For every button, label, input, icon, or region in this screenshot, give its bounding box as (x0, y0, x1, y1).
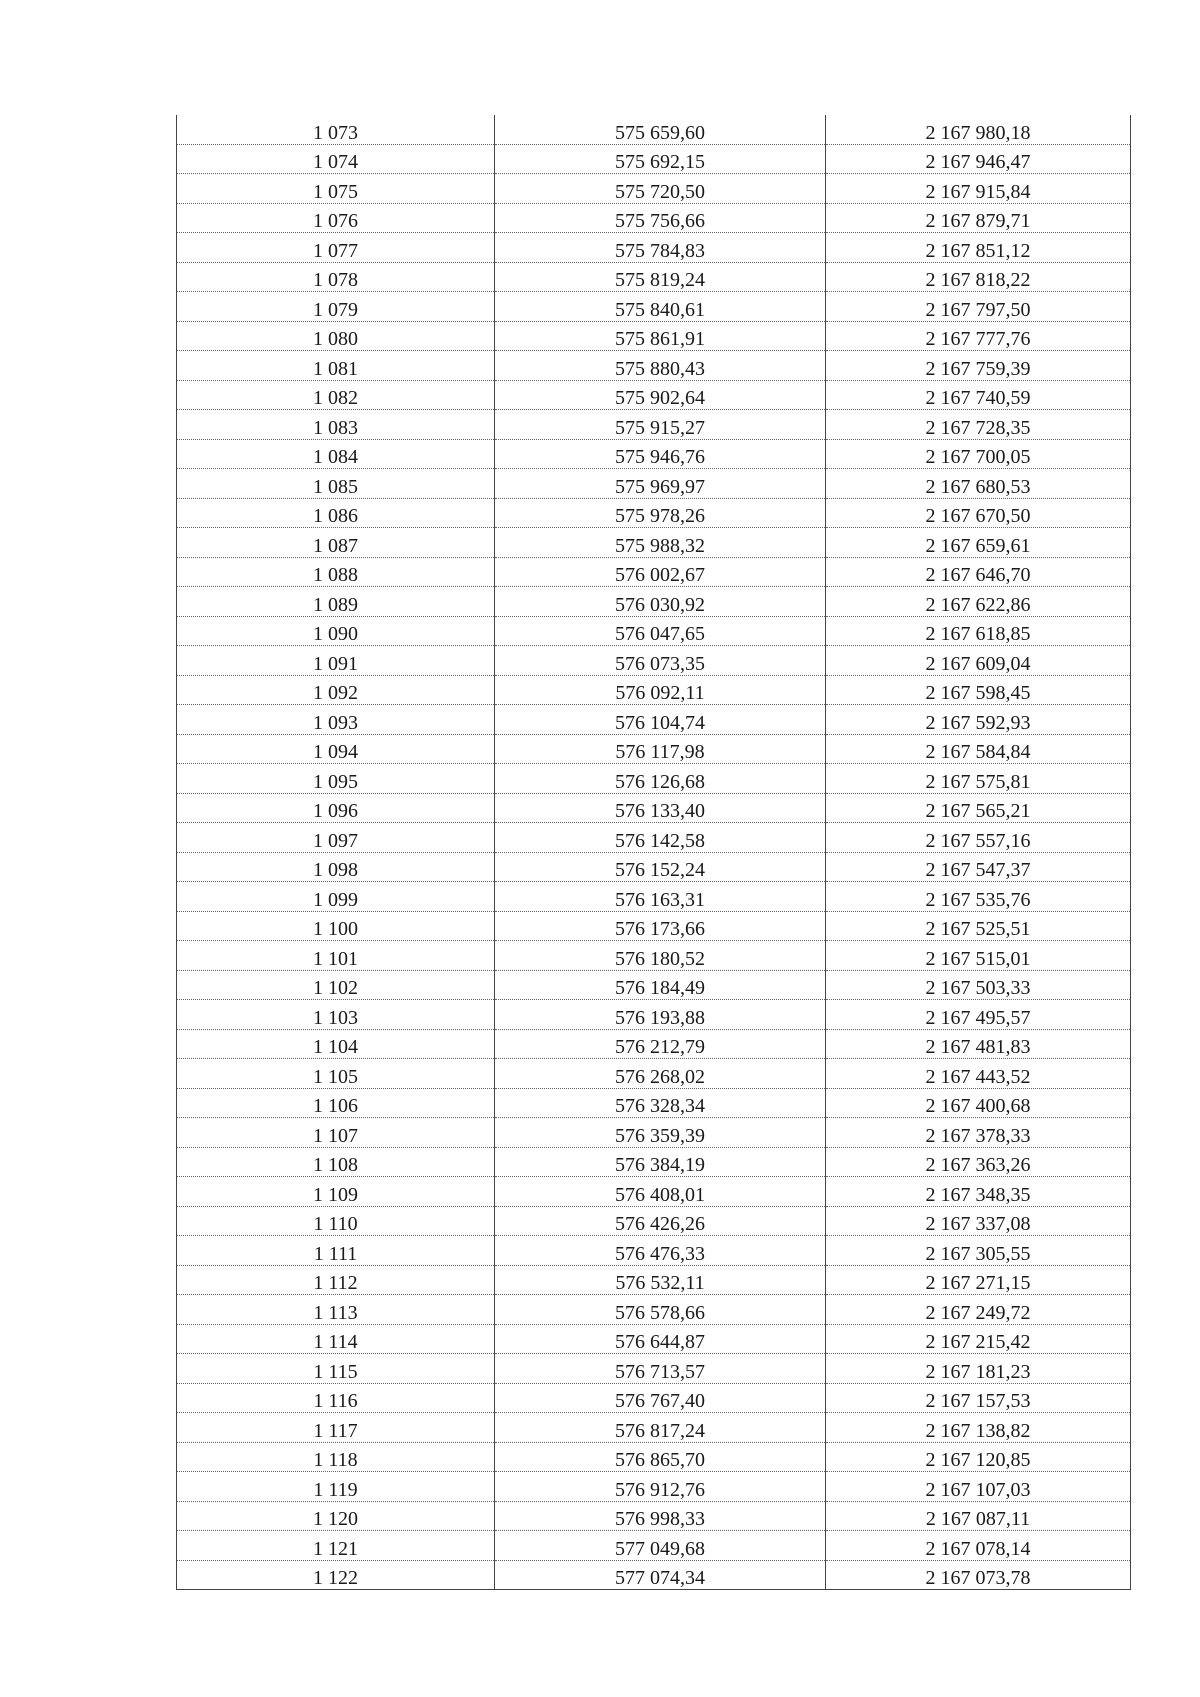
point-number-cell: 1 081 (177, 351, 495, 381)
x-coordinate-cell: 576 912,76 (495, 1472, 826, 1502)
point-number-cell: 1 121 (177, 1531, 495, 1561)
table-row (177, 174, 1131, 204)
x-coordinate-cell: 575 692,15 (495, 144, 826, 174)
table-row (177, 1000, 1131, 1030)
x-coordinate-cell: 576 998,33 (495, 1501, 826, 1531)
y-coordinate-cell: 2 167 249,72 (826, 1295, 1131, 1325)
point-number-cell: 1 099 (177, 882, 495, 912)
x-coordinate-cell: 576 476,33 (495, 1236, 826, 1266)
point-number-cell: 1 086 (177, 498, 495, 528)
table-row (177, 1177, 1131, 1207)
table-row (177, 734, 1131, 764)
point-number-cell: 1 079 (177, 292, 495, 322)
table-row (177, 1442, 1131, 1472)
y-coordinate-cell: 2 167 215,42 (826, 1324, 1131, 1354)
table-row (177, 941, 1131, 971)
point-number-cell: 1 105 (177, 1059, 495, 1089)
table-row (177, 764, 1131, 794)
y-coordinate-cell: 2 167 087,11 (826, 1501, 1131, 1531)
table-row (177, 233, 1131, 263)
x-coordinate-cell: 576 163,31 (495, 882, 826, 912)
y-coordinate-cell: 2 167 120,85 (826, 1442, 1131, 1472)
y-coordinate-cell: 2 167 515,01 (826, 941, 1131, 971)
x-coordinate-cell: 576 002,67 (495, 557, 826, 587)
x-coordinate-cell: 576 117,98 (495, 734, 826, 764)
point-number-cell: 1 122 (177, 1560, 495, 1590)
x-coordinate-cell: 576 030,92 (495, 587, 826, 617)
y-coordinate-cell: 2 167 443,52 (826, 1059, 1131, 1089)
y-coordinate-cell: 2 167 138,82 (826, 1413, 1131, 1443)
x-coordinate-cell: 576 408,01 (495, 1177, 826, 1207)
y-coordinate-cell: 2 167 348,35 (826, 1177, 1131, 1207)
y-coordinate-cell: 2 167 575,81 (826, 764, 1131, 794)
y-coordinate-cell: 2 167 915,84 (826, 174, 1131, 204)
table-row (177, 439, 1131, 469)
point-number-cell: 1 074 (177, 144, 495, 174)
x-coordinate-cell: 577 049,68 (495, 1531, 826, 1561)
x-coordinate-cell: 576 152,24 (495, 852, 826, 882)
y-coordinate-cell: 2 167 740,59 (826, 380, 1131, 410)
x-coordinate-cell: 577 074,34 (495, 1560, 826, 1590)
point-number-cell: 1 112 (177, 1265, 495, 1295)
table-row (177, 911, 1131, 941)
y-coordinate-cell: 2 167 157,53 (826, 1383, 1131, 1413)
point-number-cell: 1 077 (177, 233, 495, 263)
y-coordinate-cell: 2 167 680,53 (826, 469, 1131, 499)
table-row (177, 1059, 1131, 1089)
point-number-cell: 1 082 (177, 380, 495, 410)
y-coordinate-cell: 2 167 670,50 (826, 498, 1131, 528)
point-number-cell: 1 119 (177, 1472, 495, 1502)
point-number-cell: 1 101 (177, 941, 495, 971)
y-coordinate-cell: 2 167 879,71 (826, 203, 1131, 233)
table-row (177, 1088, 1131, 1118)
table-row (177, 1029, 1131, 1059)
y-coordinate-cell: 2 167 618,85 (826, 616, 1131, 646)
y-coordinate-cell: 2 167 400,68 (826, 1088, 1131, 1118)
x-coordinate-cell: 575 988,32 (495, 528, 826, 558)
table-row (177, 646, 1131, 676)
x-coordinate-cell: 575 969,97 (495, 469, 826, 499)
point-number-cell: 1 080 (177, 321, 495, 351)
point-number-cell: 1 095 (177, 764, 495, 794)
x-coordinate-cell: 576 426,26 (495, 1206, 826, 1236)
x-coordinate-cell: 576 268,02 (495, 1059, 826, 1089)
y-coordinate-cell: 2 167 584,84 (826, 734, 1131, 764)
table-row (177, 144, 1131, 174)
table-row (177, 1501, 1131, 1531)
y-coordinate-cell: 2 167 107,03 (826, 1472, 1131, 1502)
table-row (177, 262, 1131, 292)
x-coordinate-cell: 575 819,24 (495, 262, 826, 292)
x-coordinate-cell: 575 861,91 (495, 321, 826, 351)
x-coordinate-cell: 575 880,43 (495, 351, 826, 381)
x-coordinate-cell: 576 865,70 (495, 1442, 826, 1472)
point-number-cell: 1 117 (177, 1413, 495, 1443)
x-coordinate-cell: 576 713,57 (495, 1354, 826, 1384)
point-number-cell: 1 102 (177, 970, 495, 1000)
y-coordinate-cell: 2 167 305,55 (826, 1236, 1131, 1266)
table-row (177, 1295, 1131, 1325)
y-coordinate-cell: 2 167 851,12 (826, 233, 1131, 263)
table-row (177, 410, 1131, 440)
x-coordinate-cell: 576 126,68 (495, 764, 826, 794)
point-number-cell: 1 109 (177, 1177, 495, 1207)
table-row (177, 1560, 1131, 1590)
table-row (177, 1324, 1131, 1354)
y-coordinate-cell: 2 167 078,14 (826, 1531, 1131, 1561)
x-coordinate-cell: 575 946,76 (495, 439, 826, 469)
table-row (177, 587, 1131, 617)
x-coordinate-cell: 576 047,65 (495, 616, 826, 646)
x-coordinate-cell: 576 384,19 (495, 1147, 826, 1177)
y-coordinate-cell: 2 167 495,57 (826, 1000, 1131, 1030)
x-coordinate-cell: 575 902,64 (495, 380, 826, 410)
y-coordinate-cell: 2 167 797,50 (826, 292, 1131, 322)
table-row (177, 351, 1131, 381)
point-number-cell: 1 104 (177, 1029, 495, 1059)
point-number-cell: 1 076 (177, 203, 495, 233)
y-coordinate-cell: 2 167 481,83 (826, 1029, 1131, 1059)
table-row (177, 380, 1131, 410)
point-number-cell: 1 113 (177, 1295, 495, 1325)
x-coordinate-cell: 575 840,61 (495, 292, 826, 322)
table-row (177, 292, 1131, 322)
point-number-cell: 1 073 (177, 115, 495, 144)
point-number-cell: 1 085 (177, 469, 495, 499)
point-number-cell: 1 088 (177, 557, 495, 587)
y-coordinate-cell: 2 167 818,22 (826, 262, 1131, 292)
y-coordinate-cell: 2 167 073,78 (826, 1560, 1131, 1590)
point-number-cell: 1 096 (177, 793, 495, 823)
table-row (177, 1147, 1131, 1177)
coordinates-table (176, 115, 1131, 1590)
table-row (177, 1118, 1131, 1148)
table-row (177, 705, 1131, 735)
y-coordinate-cell: 2 167 980,18 (826, 115, 1131, 144)
table-row (177, 1206, 1131, 1236)
point-number-cell: 1 108 (177, 1147, 495, 1177)
point-number-cell: 1 094 (177, 734, 495, 764)
y-coordinate-cell: 2 167 759,39 (826, 351, 1131, 381)
y-coordinate-cell: 2 167 598,45 (826, 675, 1131, 705)
x-coordinate-cell: 576 173,66 (495, 911, 826, 941)
point-number-cell: 1 107 (177, 1118, 495, 1148)
x-coordinate-cell: 576 092,11 (495, 675, 826, 705)
table-row (177, 498, 1131, 528)
point-number-cell: 1 106 (177, 1088, 495, 1118)
point-number-cell: 1 075 (177, 174, 495, 204)
point-number-cell: 1 092 (177, 675, 495, 705)
table-row (177, 203, 1131, 233)
point-number-cell: 1 098 (177, 852, 495, 882)
x-coordinate-cell: 575 659,60 (495, 115, 826, 144)
table-row (177, 321, 1131, 351)
point-number-cell: 1 118 (177, 1442, 495, 1472)
table-row (177, 882, 1131, 912)
x-coordinate-cell: 575 784,83 (495, 233, 826, 263)
table-row (177, 1383, 1131, 1413)
point-number-cell: 1 087 (177, 528, 495, 558)
point-number-cell: 1 091 (177, 646, 495, 676)
table-row (177, 528, 1131, 558)
y-coordinate-cell: 2 167 363,26 (826, 1147, 1131, 1177)
y-coordinate-cell: 2 167 557,16 (826, 823, 1131, 853)
x-coordinate-cell: 576 193,88 (495, 1000, 826, 1030)
table-row (177, 675, 1131, 705)
y-coordinate-cell: 2 167 592,93 (826, 705, 1131, 735)
x-coordinate-cell: 576 359,39 (495, 1118, 826, 1148)
table-row (177, 557, 1131, 587)
table-row (177, 1354, 1131, 1384)
point-number-cell: 1 097 (177, 823, 495, 853)
y-coordinate-cell: 2 167 646,70 (826, 557, 1131, 587)
x-coordinate-cell: 576 142,58 (495, 823, 826, 853)
y-coordinate-cell: 2 167 535,76 (826, 882, 1131, 912)
table-row (177, 852, 1131, 882)
table-row (177, 823, 1131, 853)
y-coordinate-cell: 2 167 946,47 (826, 144, 1131, 174)
x-coordinate-cell: 576 180,52 (495, 941, 826, 971)
point-number-cell: 1 100 (177, 911, 495, 941)
table-row (177, 1531, 1131, 1561)
point-number-cell: 1 103 (177, 1000, 495, 1030)
point-number-cell: 1 093 (177, 705, 495, 735)
point-number-cell: 1 089 (177, 587, 495, 617)
x-coordinate-cell: 576 578,66 (495, 1295, 826, 1325)
y-coordinate-cell: 2 167 181,23 (826, 1354, 1131, 1384)
y-coordinate-cell: 2 167 503,33 (826, 970, 1131, 1000)
table-row (177, 1265, 1131, 1295)
y-coordinate-cell: 2 167 728,35 (826, 410, 1131, 440)
y-coordinate-cell: 2 167 378,33 (826, 1118, 1131, 1148)
x-coordinate-cell: 576 532,11 (495, 1265, 826, 1295)
y-coordinate-cell: 2 167 547,37 (826, 852, 1131, 882)
table-row (177, 1236, 1131, 1266)
table-row (177, 469, 1131, 499)
x-coordinate-cell: 576 073,35 (495, 646, 826, 676)
y-coordinate-cell: 2 167 700,05 (826, 439, 1131, 469)
table-row (177, 1472, 1131, 1502)
table-row (177, 1413, 1131, 1443)
point-number-cell: 1 110 (177, 1206, 495, 1236)
point-number-cell: 1 111 (177, 1236, 495, 1266)
x-coordinate-cell: 576 184,49 (495, 970, 826, 1000)
y-coordinate-cell: 2 167 565,21 (826, 793, 1131, 823)
point-number-cell: 1 115 (177, 1354, 495, 1384)
y-coordinate-cell: 2 167 337,08 (826, 1206, 1131, 1236)
x-coordinate-cell: 576 328,34 (495, 1088, 826, 1118)
coordinates-table-body (177, 115, 1131, 1590)
x-coordinate-cell: 576 767,40 (495, 1383, 826, 1413)
y-coordinate-cell: 2 167 659,61 (826, 528, 1131, 558)
x-coordinate-cell: 575 756,66 (495, 203, 826, 233)
point-number-cell: 1 120 (177, 1501, 495, 1531)
x-coordinate-cell: 576 644,87 (495, 1324, 826, 1354)
point-number-cell: 1 084 (177, 439, 495, 469)
point-number-cell: 1 083 (177, 410, 495, 440)
x-coordinate-cell: 576 133,40 (495, 793, 826, 823)
table-row (177, 793, 1131, 823)
table-row (177, 616, 1131, 646)
x-coordinate-cell: 575 915,27 (495, 410, 826, 440)
point-number-cell: 1 114 (177, 1324, 495, 1354)
y-coordinate-cell: 2 167 622,86 (826, 587, 1131, 617)
x-coordinate-cell: 576 212,79 (495, 1029, 826, 1059)
x-coordinate-cell: 576 817,24 (495, 1413, 826, 1443)
table-row (177, 970, 1131, 1000)
y-coordinate-cell: 2 167 271,15 (826, 1265, 1131, 1295)
y-coordinate-cell: 2 167 609,04 (826, 646, 1131, 676)
x-coordinate-cell: 575 720,50 (495, 174, 826, 204)
table-row (177, 115, 1131, 144)
point-number-cell: 1 090 (177, 616, 495, 646)
x-coordinate-cell: 575 978,26 (495, 498, 826, 528)
point-number-cell: 1 078 (177, 262, 495, 292)
y-coordinate-cell: 2 167 777,76 (826, 321, 1131, 351)
x-coordinate-cell: 576 104,74 (495, 705, 826, 735)
point-number-cell: 1 116 (177, 1383, 495, 1413)
y-coordinate-cell: 2 167 525,51 (826, 911, 1131, 941)
